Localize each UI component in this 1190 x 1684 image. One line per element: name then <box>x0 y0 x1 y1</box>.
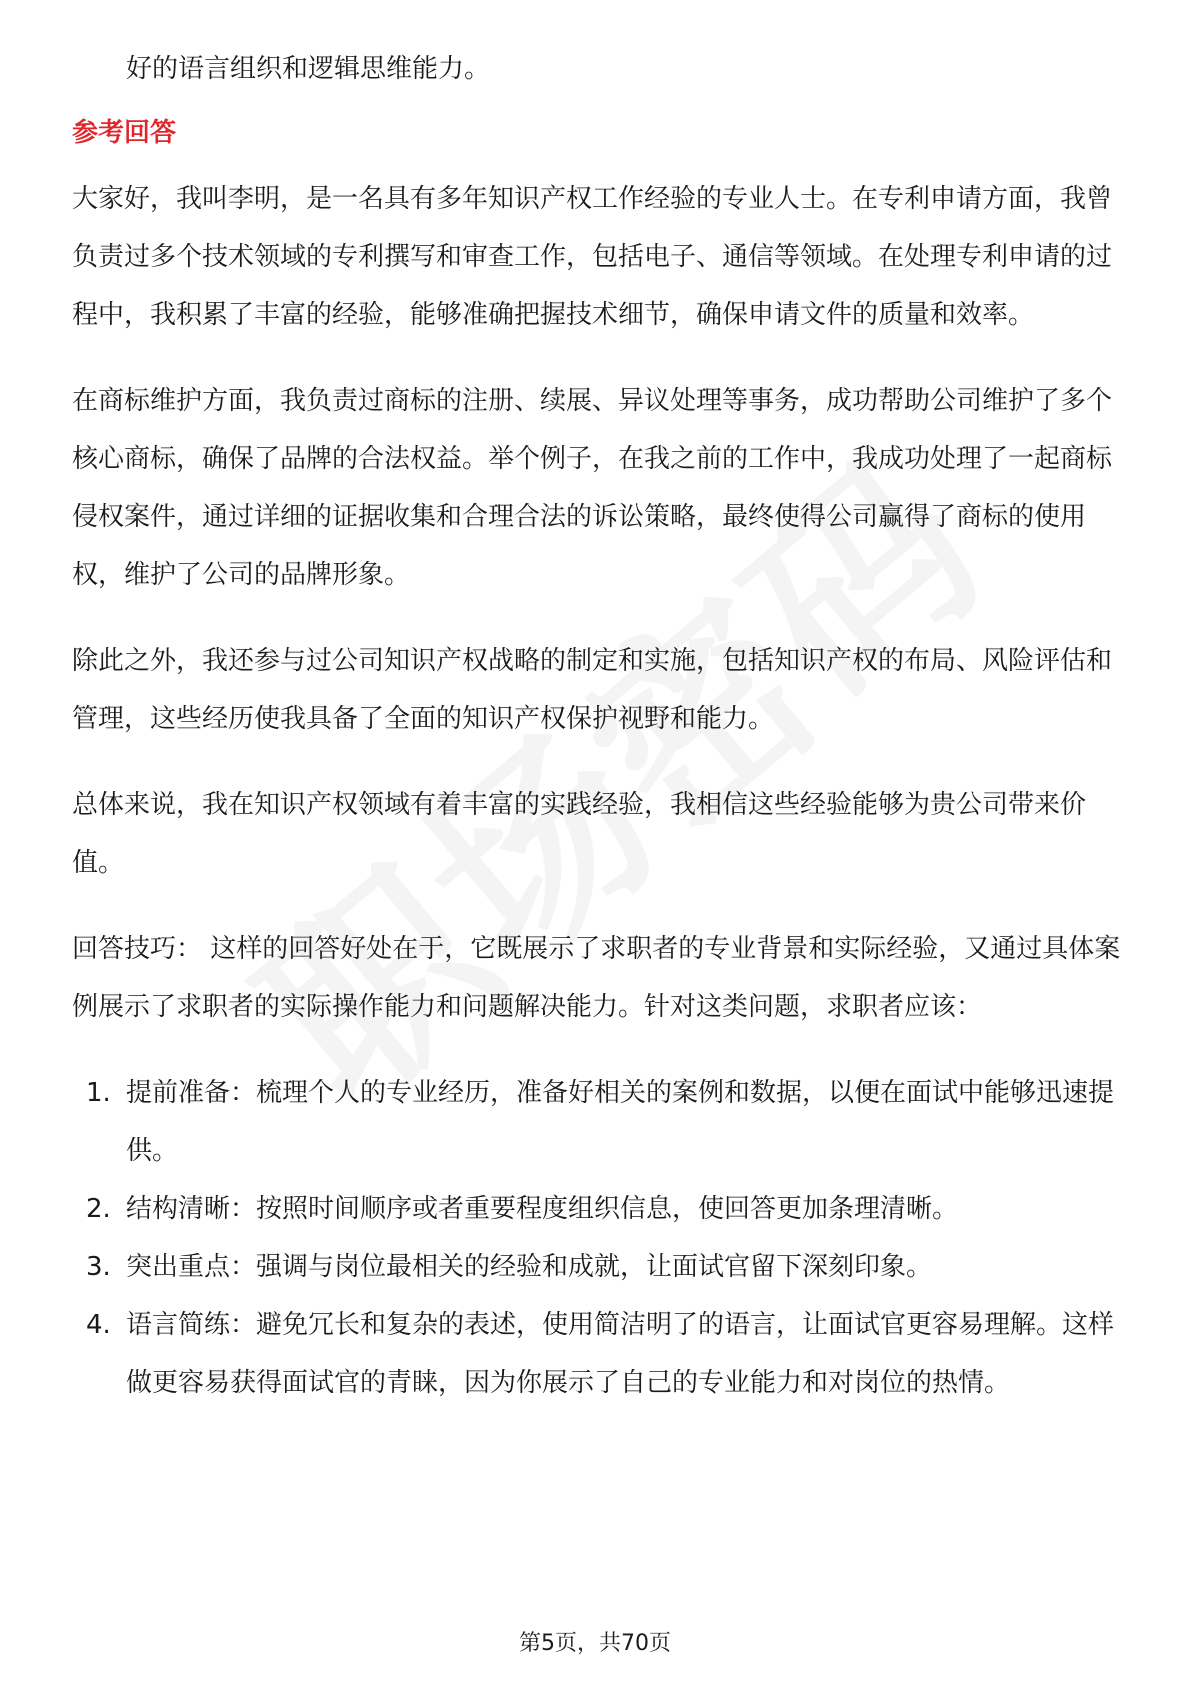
section-heading: 参考回答 <box>72 118 177 148</box>
page-number: 第5页，共70页 <box>519 1631 671 1656</box>
answer-paragraph: 总体来说，我在知识产权领域有着丰富的实践经验，我相信这些经验能够为贵公司带来价值。 <box>72 790 1087 878</box>
list-text: 语言简练：避免冗长和复杂的表述，使用简洁明了的语言，让面试官更容易理解。这样做更容易获得面试官的青睐，因为你展示了自己的专业能力和对岗位的热情。 <box>126 1310 1115 1398</box>
list-text: 结构清晰：按照时间顺序或者重要程度组织信息，使回答更加条理清晰。 <box>126 1194 959 1224</box>
answer-paragraph: 除此之外，我还参与过公司知识产权战略的制定和实施，包括知识产权的布局、风险评估和管理，这些经历使我具备了全面的知识产权保护视野和能力。 <box>72 646 1113 734</box>
list-number: 1. <box>86 1078 111 1108</box>
list-number: 3. <box>86 1252 111 1282</box>
list-number: 2. <box>86 1194 111 1224</box>
list-item <box>72 1296 1122 1412</box>
list-item <box>72 1180 1122 1238</box>
document-body <box>72 40 1122 1412</box>
list-item <box>72 1064 1122 1180</box>
list-text: 提前准备：梳理个人的专业经历，准备好相关的案例和数据，以便在面试中能够迅速提供。 <box>126 1078 1115 1166</box>
tips-list <box>72 1064 1122 1412</box>
tips-intro: 回答技巧： 这样的回答好处在于，它既展示了求职者的专业背景和实际经验，又通过具体案例展示了求职者的实际操作能力和问题解决能力。针对这类问题，求职者应该： <box>72 934 1121 1022</box>
answer-paragraph: 大家好，我叫李明，是一名具有多年知识产权工作经验的专业人士。在专利申请方面，我曾负责过多个技术领域的专利撰写和审查工作，包括电子、通信等领域。在处理专利申请的过程中，我积累了丰富的经验，能够准确把握技术细节，确保申请文件的质量和效率。 <box>72 184 1113 330</box>
list-text: 突出重点：强调与岗位最相关的经验和成就，让面试官留下深刻印象。 <box>126 1252 933 1282</box>
continuation-text: 好的语言组织和逻辑思维能力。 <box>126 54 491 84</box>
list-number: 4. <box>86 1310 111 1340</box>
answer-paragraph: 在商标维护方面，我负责过商标的注册、续展、异议处理等事务，成功帮助公司维护了多个核心商标，确保了品牌的合法权益。举个例子，在我之前的工作中，我成功处理了一起商标侵权案件，通过详细的证据收集和合理合法的诉讼策略，最终使得公司赢得了商标的使用权，维护了公司的品牌形象。 <box>72 386 1113 590</box>
list-item <box>72 1238 1122 1296</box>
